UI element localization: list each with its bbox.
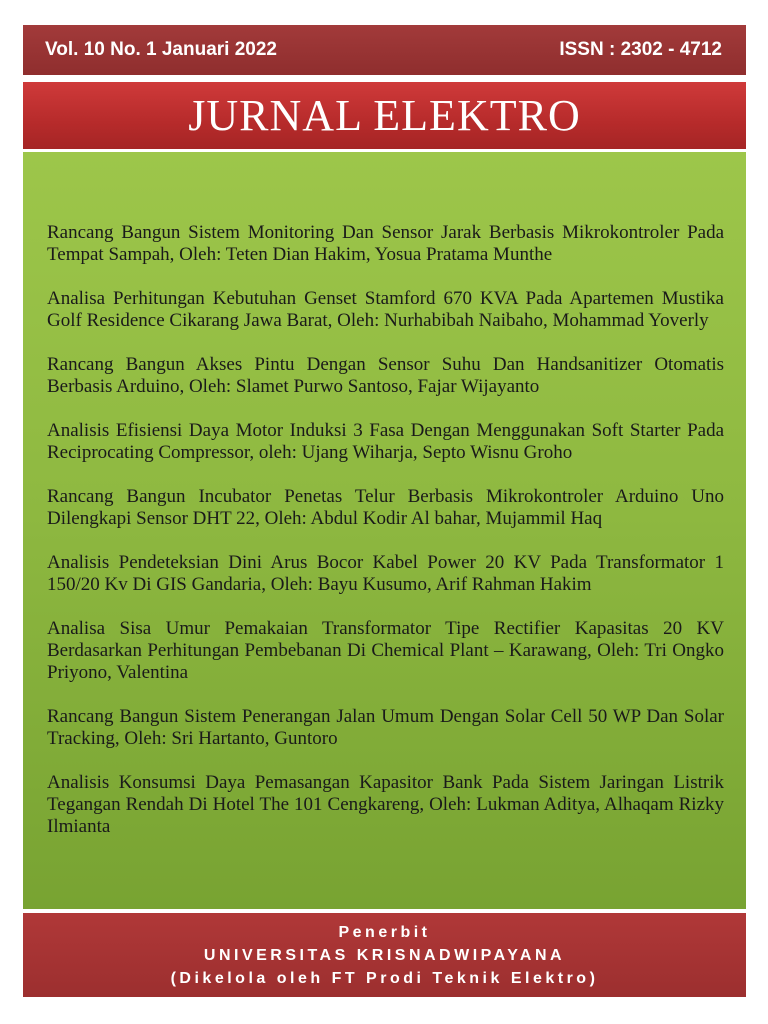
issue-info-bar: [23, 25, 746, 75]
publisher-footer: [23, 913, 746, 997]
publisher-label: Penerbit: [338, 924, 431, 941]
journal-title: JURNAL ELEKTRO: [188, 91, 581, 140]
article-entry: Rancang Bangun Sistem Monitoring Dan Sensor Jarak Berbasis Mikrokontroler Pada Tempat Sampah, Oleh: Teten Dian Hakim, Yosua Pratama Munthe: [47, 222, 724, 265]
article-entry: Rancang Bangun Incubator Penetas Telur Berbasis Mikrokontroler Arduino Uno Dilengkapi Sensor DHT 22, Oleh: Abdul Kodir Al bahar, Mujammil Haq: [47, 486, 724, 529]
journal-title-bar: [23, 82, 746, 149]
university-name: UNIVERSITAS KRISNADWIPAYANA: [203, 947, 566, 964]
article-entry: Rancang Bangun Sistem Penerangan Jalan Umum Dengan Solar Cell 50 WP Dan Solar Tracking, Oleh: Sri Hartanto, Guntoro: [47, 706, 724, 749]
volume-label: Vol. 10 No. 1 Januari 2022: [45, 39, 277, 60]
article-entry: Analisis Konsumsi Daya Pemasangan Kapasitor Bank Pada Sistem Jaringan Listrik Tegangan Rendah Di Hotel The 101 Cengkareng, Oleh: Lukman Aditya, Alhaqam Rizky Ilmianta: [47, 772, 724, 837]
managed-by-note: (Dikelola oleh FT Prodi Teknik Elektro): [170, 970, 599, 987]
article-entry: Rancang Bangun Akses Pintu Dengan Sensor Suhu Dan Handsanitizer Otomatis Berbasis Arduino, Oleh: Slamet Purwo Santoso, Fajar Wijayanto: [47, 354, 724, 397]
article-entry: Analisa Sisa Umur Pemakaian Transformator Tipe Rectifier Kapasitas 20 KV Berdasarkan Perhitungan Pembebanan Di Chemical Plant – Karawang, Oleh: Tri Ongko Priyono, Valentina: [47, 618, 724, 683]
article-list-panel: [23, 152, 746, 909]
issn-label: ISSN : 2302 - 4712: [559, 39, 722, 60]
article-entry: Analisis Pendeteksian Dini Arus Bocor Kabel Power 20 KV Pada Transformator 1 150/20 Kv Di GIS Gandaria, Oleh: Bayu Kusumo, Arif Rahman Hakim: [47, 552, 724, 595]
article-entry: Analisis Efisiensi Daya Motor Induksi 3 Fasa Dengan Menggunakan Soft Starter Pada Reciprocating Compressor, oleh: Ujang Wiharja, Septo Wisnu Groho: [47, 420, 724, 463]
article-entry: Analisa Perhitungan Kebutuhan Genset Stamford 670 KVA Pada Apartemen Mustika Golf Residence Cikarang Jawa Barat, Oleh: Nurhabibah Naibaho, Mohammad Yoverly: [47, 288, 724, 331]
